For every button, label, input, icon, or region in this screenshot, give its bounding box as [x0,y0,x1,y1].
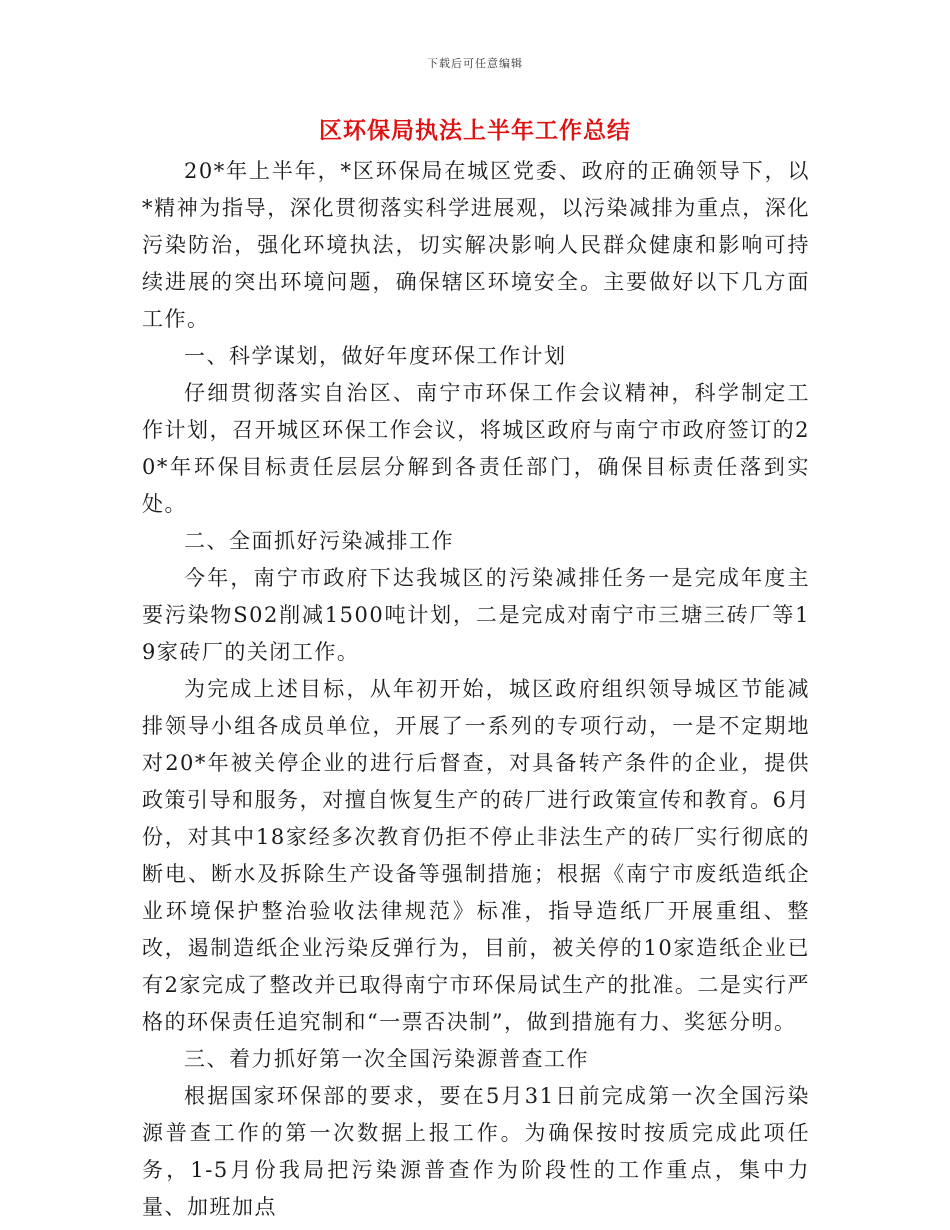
section-heading-2: 二、全面抓好污染减排工作 [184,529,454,553]
paragraph-intro: 20*年上半年，*区环保局在城区党委、政府的正确领导下，以*精神为指导，深化贯彻落实科学进展观，以污染减排为重点，深化污染防治，强化环境执法，切实解决影响人民群众健康和影响可持续进展的突出环境问题，确保辖区环境安全。主要做好以下几方面工作。 [142,159,810,331]
paragraph: 为完成上述目标，从年初开始，城区政府组织领导城区节能减排领导小组各成员单位，开展了一系列的专项行动，一是不定期地对20*年被关停企业的进行后督查，对具备转产条件的企业，提供政策引导和服务，对擅自恢复生产的砖厂进行政策宣传和教育。6月份，对其中18家经多次教育仍拒不停止非法生产的砖厂实行彻底的断电、断水及拆除生产设备等强制措施；根据《南宁市废纸造纸企业环境保护整治验收法律规范》标准，指导造纸厂开展重组、整改，遏制造纸企业污染反弹行为，目前，被关停的10家造纸企业已有2家完成了整改并已取得南宁市环保局试生产的批准。二是实行严格的环保责任追究制和“一票否决制”，做到措施有力、奖惩分明。 [142,677,810,1034]
section-heading-3: 三、着力抓好第一次全国污染源普查工作 [184,1047,589,1071]
paragraph: 今年，南宁市政府下达我城区的污染减排任务一是完成年度主要污染物S02削减1500吨计划，二是完成对南宁市三塘三砖厂等19家砖厂的关闭工作。 [142,566,810,664]
section-heading-1: 一、科学谋划，做好年度环保工作计划 [184,344,567,368]
paragraph: 根据国家环保部的要求，要在5月31日前完成第一次全国污染源普查工作的第一次数据上报工作。为确保按时按质完成此项任务，1-5月份我局把污染源普查作为阶段性的工作重点，集中力量、加班加点 [142,1084,810,1219]
header-note: 下载后可任意编辑 [427,57,523,70]
document-title: 区环保局执法上半年工作总结 [319,117,631,144]
document-body [142,153,810,1226]
paragraph: 仔细贯彻落实自治区、南宁市环保工作会议精神，科学制定工作计划，召开城区环保工作会议，将城区政府与南宁市政府签订的20*年环保目标责任层层分解到各责任部门，确保目标责任落到实处。 [142,381,810,516]
